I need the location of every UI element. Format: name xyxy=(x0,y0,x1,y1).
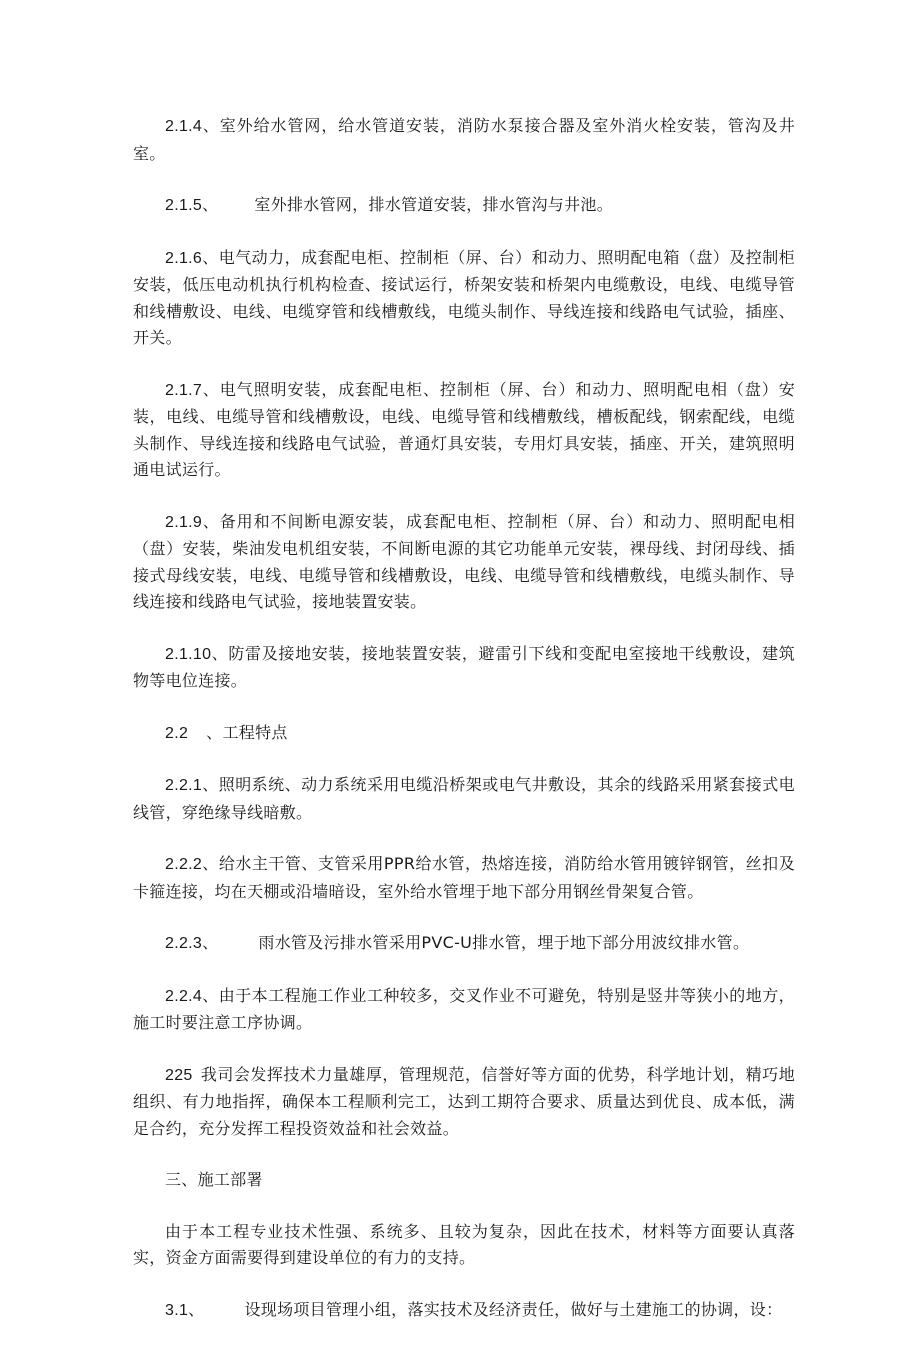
document-page xyxy=(133,113,795,1349)
paragraph-2-1-7 xyxy=(133,377,795,484)
section-number: 2.1.6 xyxy=(165,249,203,267)
section-separator: 、 xyxy=(188,1299,205,1319)
paragraph-text: 我司会发挥技术力量雄厚，管理规范，信誉好等方面的优势，科学地计划，精巧地组织、有力地指挥，确保本工程顺利完工，达到工期符合要求、质量达到优良、成本低，满足合约，充分发挥工程投资效益和社会效益。 xyxy=(133,1064,795,1138)
section-separator: 、 xyxy=(202,247,219,267)
paragraph-text: 雨水管及污排水管采用PVC-U排水管，埋于地下部分用波纹排水管。 xyxy=(258,933,750,952)
section-separator: 、 xyxy=(202,379,220,399)
section-separator: 、 xyxy=(211,643,229,663)
section-separator: 、 xyxy=(202,985,219,1005)
section-number: 2.2.4 xyxy=(165,987,203,1005)
paragraph-2-2-5 xyxy=(133,1062,795,1143)
section-number: 2.1.5 xyxy=(165,197,203,214)
section-heading: 工程特点 xyxy=(222,722,288,742)
paragraph-2-1-5 xyxy=(133,192,795,220)
paragraph-text: 电气动力，成套配电柜、控制柜（屏、台）和动力、照明配电箱（盘）及控制柜安装，低压电动机执行机构检查、接试运行，桥架安装和桥架内电缆敷设，电线、电缆导管和线槽敷设、电线、电缆穿管和线槽敷线，电缆头制作、导线连接和线路电气试验，插座、开关。 xyxy=(133,247,795,347)
paragraph-text: 由于本工程专业技术性强、系统多、且较为复杂，因此在技术，材料等方面要认真落实，资金方面需要得到建设单位的有力的支持。 xyxy=(133,1221,795,1267)
paragraph-2-2-1 xyxy=(133,772,795,826)
paragraph-2-2-3 xyxy=(133,930,795,958)
paragraph-2-1-6 xyxy=(133,245,795,352)
section-separator: 、 xyxy=(202,116,220,135)
paragraph-text: 照明系统、动力系统采用电缆沿桥架或电气井敷设，其余的线路采用紧套接式电线管，穿绝缘导线暗敷。 xyxy=(133,775,795,822)
paragraph-2-1-4 xyxy=(133,113,795,167)
section-number: 2.1.10 xyxy=(165,645,212,663)
paragraph-text: 电气照明安装，成套配电柜、控制柜（屏、台）和动力、照明配电相（盘）安装，电线、电缆导管和线槽敷设，电线、电缆导管和线槽敷线，槽板配线，钢索配线，电缆头制作、导线连接和线路电气试验，普通灯具安装，专用灯具安装，插座、开关，建筑照明通电试运行。 xyxy=(133,379,795,479)
paragraph-2-2-4 xyxy=(133,983,795,1037)
section-separator: 、 xyxy=(206,722,223,742)
section-separator: 、 xyxy=(202,854,219,873)
section-number: 2.2 xyxy=(165,724,189,742)
section-number: 2.2.2 xyxy=(165,856,203,873)
section-heading: 三、施工部署 xyxy=(165,1170,263,1189)
paragraph-text: 室外排水管网，排水管道安装，排水管沟与井池。 xyxy=(254,195,614,214)
section-separator: 、 xyxy=(202,775,219,794)
section-number: 225 xyxy=(165,1066,193,1084)
paragraph-2-1-10 xyxy=(133,641,795,695)
section-number: 2.1.4 xyxy=(165,118,203,135)
paragraph-text: 防雷及接地安装，接地装置安装，避雷引下线和变配电室接地干线敷设，建筑物等电位连接。 xyxy=(133,643,795,690)
paragraph-2-2-2 xyxy=(133,851,795,905)
heading-section-3 xyxy=(133,1167,795,1194)
section-separator: 、 xyxy=(202,933,219,952)
heading-2-2 xyxy=(133,720,795,748)
paragraph-text: 给水主干管、支管采用PPR给水管，热熔连接，消防给水管用镀锌钢管，丝扣及卡箍连接，均在天棚或沿墙暗设，室外给水管埋于地下部分用钢丝骨架复合管。 xyxy=(133,854,795,901)
paragraph-text: 由于本工程施工作业工种较多，交叉作业不可避免，特别是竖井等狭小的地方，施工时要注意工序协调。 xyxy=(133,985,795,1032)
paragraph-section-3-intro xyxy=(133,1219,795,1272)
paragraph-text: 室外给水管网，给水管道安装，消防水泵接合器及室外消火栓安装，管沟及井室。 xyxy=(133,116,795,163)
section-number: 2.1.9 xyxy=(165,513,203,531)
section-number: 2.2.1 xyxy=(165,777,203,794)
section-separator: 、 xyxy=(202,511,220,531)
section-number: 2.1.7 xyxy=(165,381,203,399)
section-number: 2.2.3 xyxy=(165,935,203,952)
paragraph-text: 设现场项目管理小组，落实技术及经济责任，做好与土建施工的协调，设： xyxy=(244,1299,783,1319)
paragraph-2-1-9 xyxy=(133,509,795,616)
section-separator: 、 xyxy=(202,195,219,214)
paragraph-text: 备用和不间断电源安装，成套配电柜、控制柜（屏、台）和动力、照明配电相（盘）安装，柴油发电机组安装，不间断电源的其它功能单元安装，裸母线、封闭母线、插接式母线安装，电线、电缆导管和线槽敷设，电线、电缆导管和线槽敷线，电缆头制作、导线连接和线路电气试验，接地装置安装。 xyxy=(133,511,795,611)
section-number: 3.1 xyxy=(165,1301,189,1319)
